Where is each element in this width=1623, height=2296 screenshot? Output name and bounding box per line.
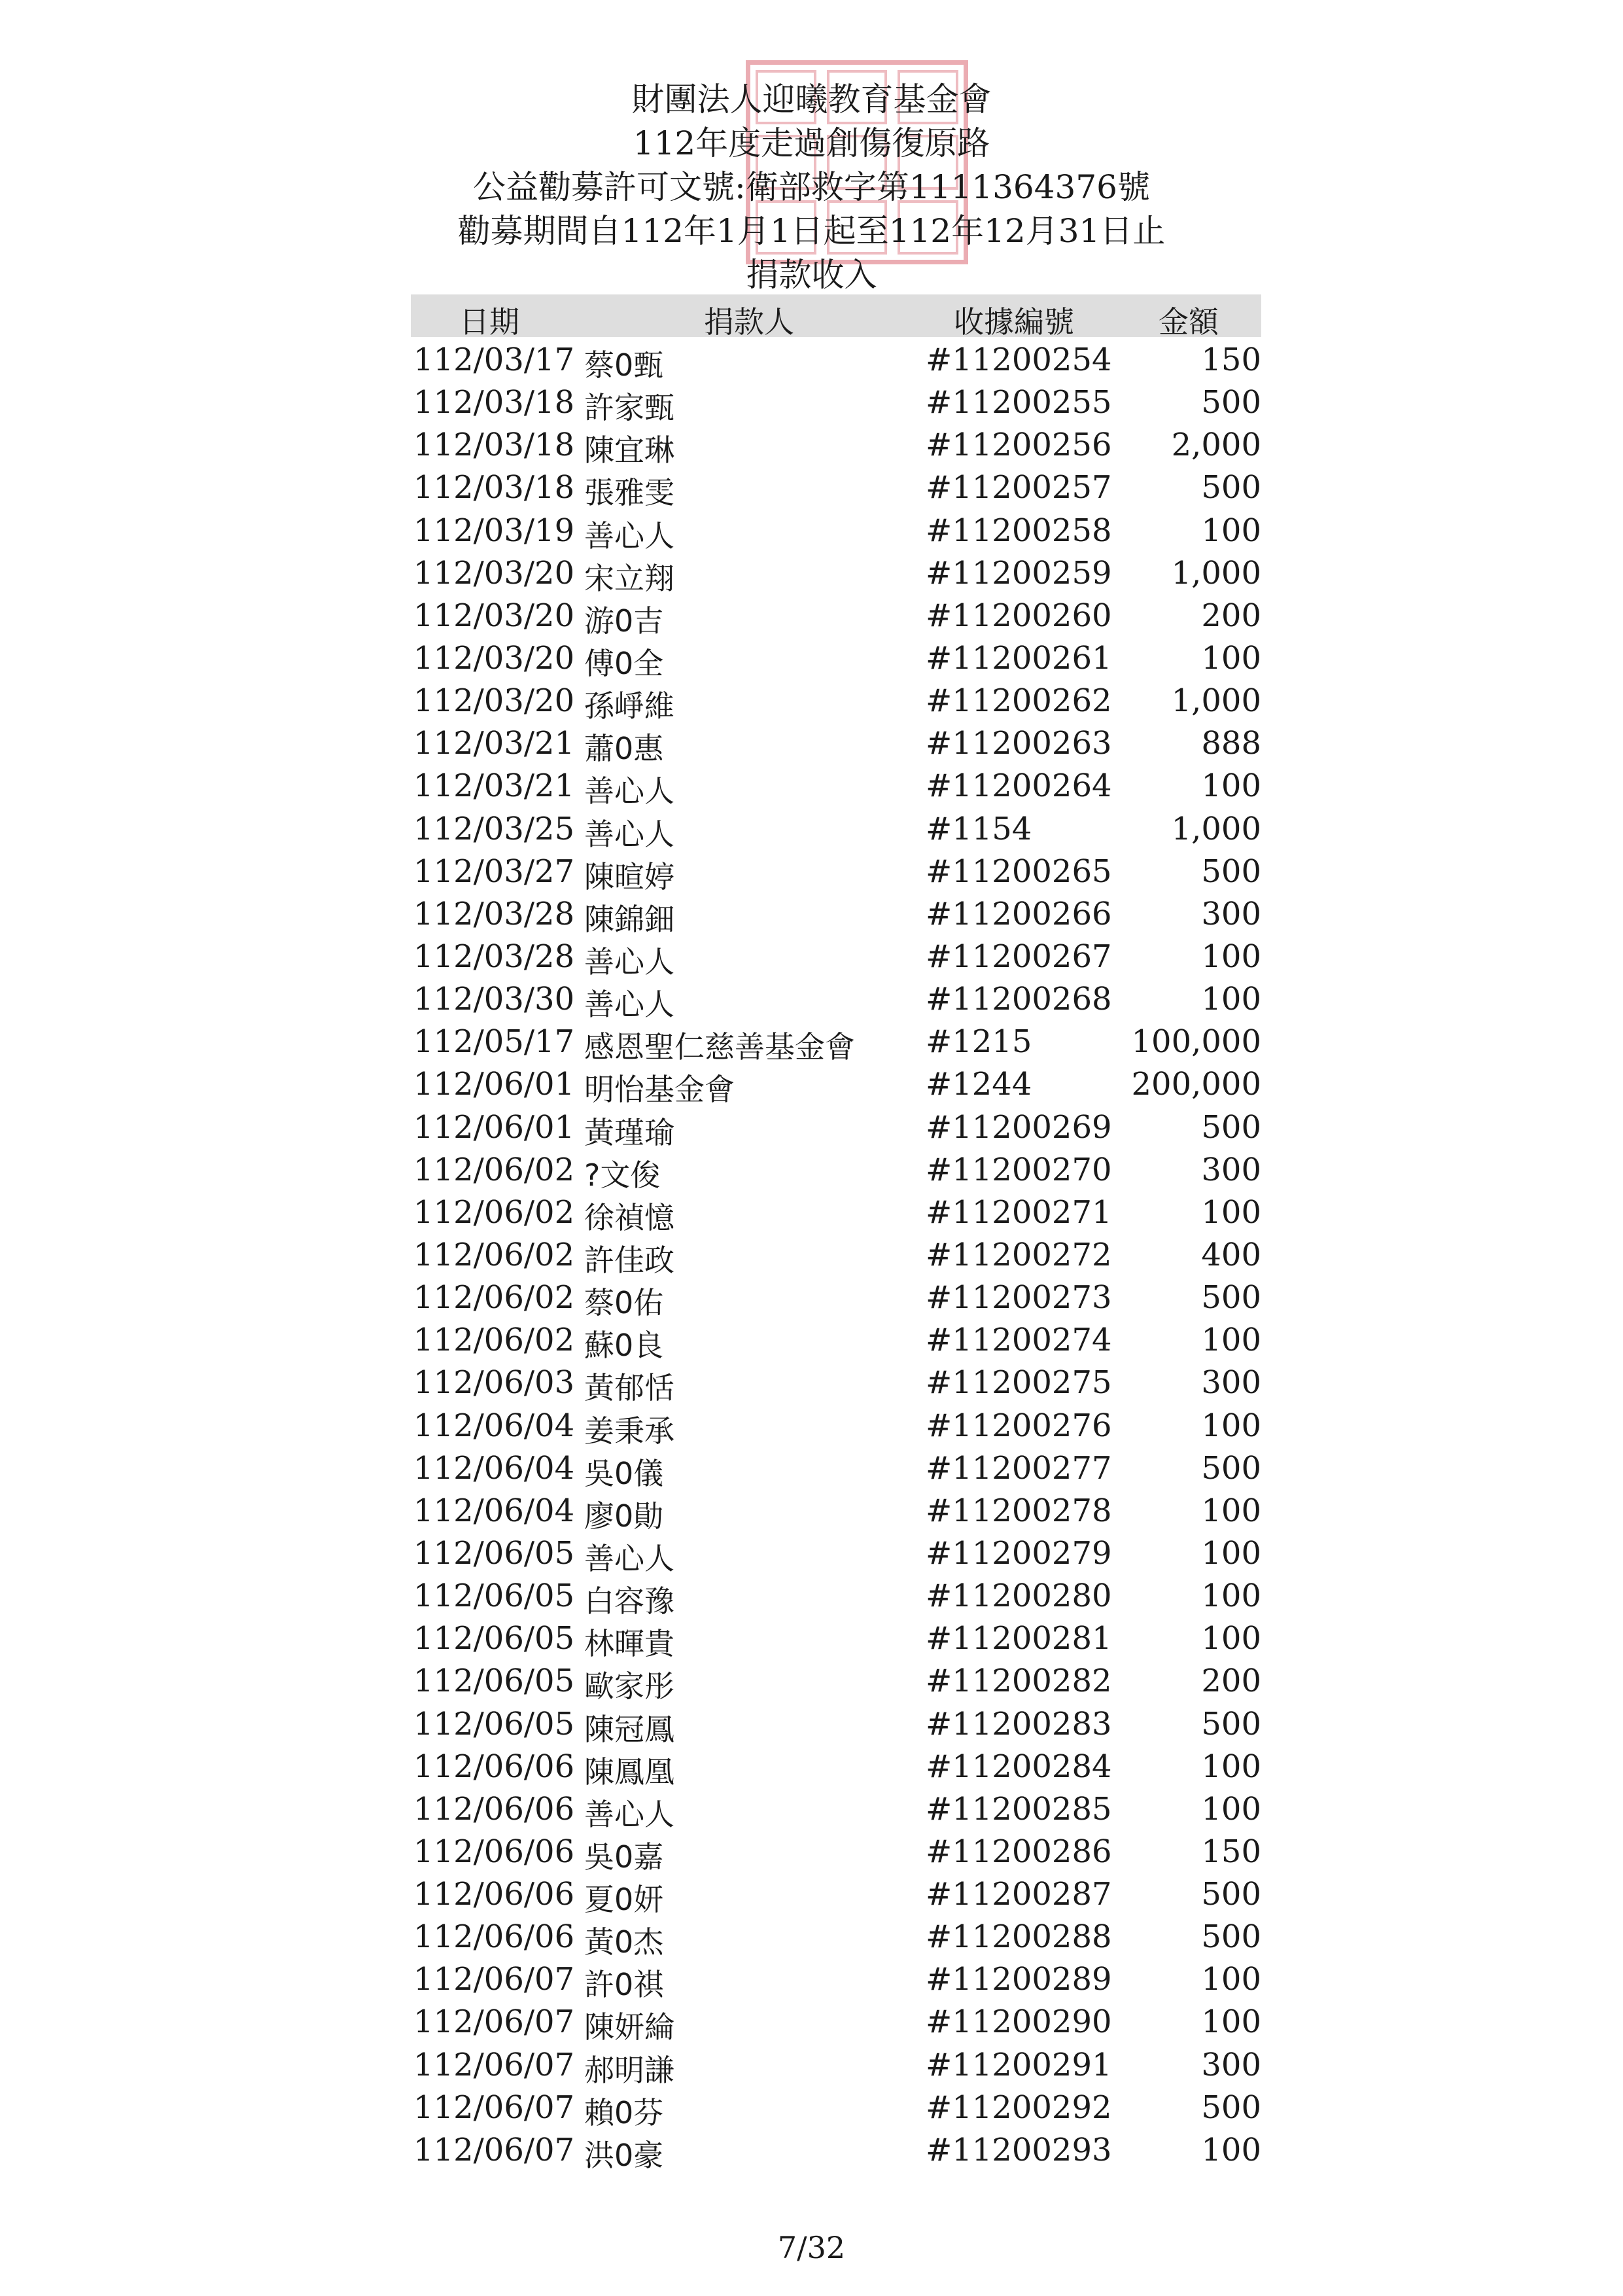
- cell-donor: 陳錦鈿: [584, 901, 674, 937]
- table-row: [0, 1617, 1623, 1660]
- table-row: [0, 1746, 1623, 1788]
- cell-amount: 150: [1201, 1833, 1261, 1870]
- cell-receipt: #11200263: [926, 725, 1112, 762]
- cell-receipt: #1215: [926, 1023, 1032, 1061]
- column-header-receipt: 收據編號: [954, 304, 1074, 340]
- cell-donor: 孫崢維: [584, 688, 674, 724]
- cell-donor: 傅0全: [584, 645, 664, 681]
- cell-date: 112/03/17: [413, 342, 575, 378]
- cell-date: 112/06/05: [413, 1663, 575, 1700]
- cell-date: 112/06/02: [413, 1193, 575, 1231]
- cell-receipt: #11200289: [926, 1961, 1112, 1998]
- cell-donor: 吳0嘉: [584, 1839, 664, 1875]
- table-row: [0, 467, 1623, 509]
- cell-amount: 400: [1201, 1236, 1261, 1273]
- table-row: [0, 1362, 1623, 1404]
- cell-donor: 張雅雯: [584, 475, 674, 511]
- cell-date: 112/05/17: [413, 1023, 575, 1061]
- cell-donor: 蔡0甄: [584, 347, 664, 383]
- cell-amount: 100: [1201, 938, 1261, 975]
- cell-date: 112/06/06: [413, 1876, 575, 1913]
- table-row: [0, 595, 1623, 637]
- table-row: [0, 1660, 1623, 1703]
- cell-donor: 吳0儀: [584, 1455, 664, 1491]
- cell-receipt: #11200286: [926, 1833, 1112, 1870]
- cell-date: 112/06/07: [413, 1961, 575, 1998]
- cell-date: 112/06/07: [413, 2131, 575, 2168]
- cell-donor: 黃瑾瑜: [584, 1114, 674, 1150]
- cell-date: 112/03/20: [413, 554, 575, 592]
- cell-date: 112/06/07: [413, 2046, 575, 2083]
- cell-amount: 500: [1201, 1876, 1261, 1913]
- cell-receipt: #11200266: [926, 895, 1112, 932]
- table-row: [0, 2087, 1623, 2129]
- table-row: [0, 936, 1623, 978]
- cell-date: 112/03/21: [413, 725, 575, 762]
- cell-receipt: #11200265: [926, 853, 1112, 890]
- table-row: [0, 893, 1623, 936]
- cell-date: 112/03/20: [413, 682, 575, 720]
- cell-date: 112/03/20: [413, 597, 575, 634]
- cell-donor: 賴0芬: [584, 2094, 664, 2130]
- cell-receipt: #11200272: [926, 1236, 1112, 1273]
- cell-receipt: #11200291: [926, 2046, 1112, 2083]
- table-row: [0, 1873, 1623, 1916]
- donation-table-body: [0, 339, 1623, 2172]
- cell-receipt: #11200285: [926, 1790, 1112, 1828]
- table-row: [0, 680, 1623, 722]
- cell-amount: 100: [1201, 1193, 1261, 1231]
- cell-receipt: #11200273: [926, 1279, 1112, 1316]
- cell-date: 112/03/20: [413, 639, 575, 677]
- cell-donor: 黃0杰: [584, 1924, 664, 1960]
- table-row: [0, 1958, 1623, 2001]
- cell-donor: 徐禎憶: [584, 1199, 674, 1235]
- table-row: [0, 1149, 1623, 1192]
- cell-donor: ?文俊: [584, 1157, 661, 1193]
- cell-receipt: #1244: [926, 1066, 1032, 1103]
- cell-receipt: #11200267: [926, 938, 1112, 975]
- cell-donor: 林暉貴: [584, 1626, 674, 1662]
- table-row: [0, 1106, 1623, 1149]
- cell-receipt: #11200269: [926, 1108, 1112, 1146]
- cell-receipt: #11200262: [926, 682, 1112, 720]
- cell-donor: 陳冠鳳: [584, 1711, 674, 1747]
- cell-amount: 300: [1201, 1151, 1261, 1188]
- table-row: [0, 1319, 1623, 1362]
- cell-donor: 善心人: [584, 1796, 674, 1832]
- cell-date: 112/06/03: [413, 1364, 575, 1402]
- cell-receipt: #11200279: [926, 1534, 1112, 1572]
- table-row: [0, 1916, 1623, 1958]
- cell-date: 112/06/04: [413, 1407, 575, 1444]
- table-row: [0, 1490, 1623, 1532]
- cell-amount: 200: [1201, 597, 1261, 634]
- cell-date: 112/03/27: [413, 853, 575, 890]
- cell-donor: 陳妍綸: [584, 2009, 674, 2045]
- cell-amount: 100: [1201, 1322, 1261, 1359]
- cell-date: 112/06/06: [413, 1833, 575, 1870]
- page-number: 7/32: [777, 2230, 846, 2265]
- cell-receipt: #11200287: [926, 1876, 1112, 1913]
- section-title: 捐款收入: [746, 256, 877, 294]
- cell-amount: 100: [1201, 981, 1261, 1018]
- cell-amount: 150: [1201, 342, 1261, 378]
- cell-amount: 888: [1201, 725, 1261, 762]
- table-row: [0, 424, 1623, 467]
- cell-date: 112/06/02: [413, 1236, 575, 1273]
- cell-date: 112/06/02: [413, 1322, 575, 1359]
- cell-amount: 100: [1201, 1578, 1261, 1615]
- column-header-donor: 捐款人: [704, 304, 794, 340]
- cell-receipt: #11200290: [926, 2004, 1112, 2041]
- document-header: [0, 79, 1623, 296]
- cell-receipt: #11200281: [926, 1620, 1112, 1657]
- cell-receipt: #1154: [926, 810, 1032, 847]
- cell-donor: 善心人: [584, 944, 674, 980]
- cell-amount: 100: [1201, 1407, 1261, 1444]
- cell-amount: 200,000: [1131, 1066, 1261, 1103]
- cell-date: 112/03/18: [413, 384, 575, 421]
- table-row: [0, 1405, 1623, 1447]
- cell-donor: 明怡基金會: [584, 1072, 735, 1108]
- cell-receipt: #11200264: [926, 768, 1112, 805]
- table-row: [0, 978, 1623, 1021]
- table-row: [0, 1063, 1623, 1106]
- cell-date: 112/06/02: [413, 1279, 575, 1316]
- table-row: [0, 851, 1623, 893]
- cell-date: 112/06/05: [413, 1705, 575, 1742]
- cell-amount: 500: [1201, 2089, 1261, 2126]
- table-row: [0, 1703, 1623, 1746]
- cell-date: 112/06/01: [413, 1108, 575, 1146]
- cell-receipt: #11200288: [926, 1918, 1112, 1956]
- cell-donor: 黃郁恬: [584, 1370, 674, 1406]
- cell-amount: 100: [1201, 512, 1261, 549]
- cell-donor: 善心人: [584, 816, 674, 852]
- cell-receipt: #11200257: [926, 469, 1112, 506]
- cell-donor: 感恩聖仁慈善基金會: [584, 1029, 855, 1065]
- cell-amount: 300: [1201, 2046, 1261, 2083]
- cell-amount: 100: [1201, 1620, 1261, 1657]
- cell-receipt: #11200293: [926, 2131, 1112, 2168]
- cell-donor: 善心人: [584, 773, 674, 809]
- cell-donor: 白容豫: [584, 1583, 674, 1619]
- cell-date: 112/03/28: [413, 938, 575, 975]
- cell-receipt: #11200275: [926, 1364, 1112, 1402]
- cell-donor: 許家甄: [584, 390, 674, 426]
- cell-donor: 夏0妍: [584, 1882, 664, 1918]
- cell-amount: 500: [1201, 1918, 1261, 1956]
- cell-amount: 100: [1201, 1961, 1261, 1998]
- cell-receipt: #11200271: [926, 1193, 1112, 1231]
- cell-date: 112/06/01: [413, 1066, 575, 1103]
- cell-receipt: #11200278: [926, 1492, 1112, 1529]
- cell-date: 112/03/18: [413, 469, 575, 506]
- column-header-date: 日期: [459, 304, 519, 340]
- cell-amount: 500: [1201, 469, 1261, 506]
- cell-date: 112/06/07: [413, 2004, 575, 2041]
- foundation-name: 財團法人迎曦教育基金會: [631, 80, 992, 118]
- table-row: [0, 808, 1623, 851]
- cell-receipt: #11200280: [926, 1578, 1112, 1615]
- fundraising-period: 勸募期間自112年1月1日起至112年12月31日止: [457, 212, 1166, 250]
- cell-date: 112/03/28: [413, 895, 575, 932]
- cell-receipt: #11200292: [926, 2089, 1112, 2126]
- cell-amount: 100: [1201, 2004, 1261, 2041]
- permit-number: 公益勸募許可文號:衛部救字第1111364376號: [473, 168, 1150, 206]
- table-row: [0, 1788, 1623, 1831]
- cell-donor: 善心人: [584, 1540, 674, 1576]
- cell-receipt: #11200254: [926, 342, 1112, 378]
- cell-amount: 100,000: [1131, 1023, 1261, 1061]
- cell-date: 112/03/21: [413, 768, 575, 805]
- cell-receipt: #11200283: [926, 1705, 1112, 1742]
- cell-amount: 1,000: [1171, 810, 1261, 847]
- cell-donor: 陳鳳凰: [584, 1754, 674, 1790]
- cell-amount: 100: [1201, 1492, 1261, 1529]
- cell-receipt: #11200270: [926, 1151, 1112, 1188]
- cell-receipt: #11200258: [926, 512, 1112, 549]
- cell-donor: 姜秉承: [584, 1413, 674, 1449]
- cell-receipt: #11200255: [926, 384, 1112, 421]
- cell-donor: 宋立翔: [584, 560, 674, 596]
- cell-date: 112/06/04: [413, 1449, 575, 1487]
- table-row: [0, 381, 1623, 424]
- cell-amount: 500: [1201, 1449, 1261, 1487]
- cell-amount: 500: [1201, 853, 1261, 890]
- table-header: [411, 294, 1261, 340]
- campaign-name: 112年度走過創傷復原路: [633, 124, 990, 162]
- cell-receipt: #11200259: [926, 554, 1112, 592]
- table-row: [0, 2044, 1623, 2087]
- cell-donor: 許佳政: [584, 1242, 674, 1278]
- cell-donor: 蔡0佑: [584, 1285, 664, 1321]
- table-row: [0, 722, 1623, 765]
- cell-date: 112/03/30: [413, 981, 575, 1018]
- cell-amount: 100: [1201, 2131, 1261, 2168]
- cell-amount: 200: [1201, 1663, 1261, 1700]
- table-row: [0, 1447, 1623, 1490]
- table-row: [0, 2129, 1623, 2172]
- cell-donor: 洪0豪: [584, 2137, 664, 2173]
- cell-receipt: #11200256: [926, 427, 1112, 464]
- cell-receipt: #11200284: [926, 1748, 1112, 1785]
- table-row: [0, 2001, 1623, 2043]
- cell-amount: 100: [1201, 1748, 1261, 1785]
- cell-amount: 500: [1201, 1279, 1261, 1316]
- cell-amount: 2,000: [1171, 427, 1261, 464]
- table-row: [0, 1532, 1623, 1575]
- table-row: [0, 1575, 1623, 1617]
- cell-date: 112/06/07: [413, 2089, 575, 2126]
- cell-receipt: #11200282: [926, 1663, 1112, 1700]
- cell-donor: 許0祺: [584, 1967, 664, 2003]
- cell-amount: 100: [1201, 768, 1261, 805]
- cell-donor: 陳宜琳: [584, 433, 674, 468]
- cell-amount: 300: [1201, 1364, 1261, 1402]
- cell-date: 112/03/18: [413, 427, 575, 464]
- cell-amount: 500: [1201, 1705, 1261, 1742]
- table-row: [0, 637, 1623, 680]
- table-row: [0, 1234, 1623, 1277]
- cell-donor: 善心人: [584, 987, 674, 1023]
- table-row: [0, 1192, 1623, 1234]
- cell-amount: 100: [1201, 1790, 1261, 1828]
- cell-date: 112/06/06: [413, 1918, 575, 1956]
- cell-receipt: #11200268: [926, 981, 1112, 1018]
- cell-donor: 游0吉: [584, 603, 664, 639]
- cell-donor: 陳暄婷: [584, 858, 674, 894]
- cell-donor: 郝明謙: [584, 2052, 674, 2088]
- table-row: [0, 1831, 1623, 1873]
- cell-date: 112/06/05: [413, 1578, 575, 1615]
- cell-date: 112/06/05: [413, 1620, 575, 1657]
- table-row: [0, 339, 1623, 381]
- cell-donor: 歐家彤: [584, 1669, 674, 1704]
- table-row: [0, 1277, 1623, 1319]
- cell-receipt: #11200277: [926, 1449, 1112, 1487]
- cell-amount: 500: [1201, 384, 1261, 421]
- table-row: [0, 765, 1623, 807]
- cell-amount: 500: [1201, 1108, 1261, 1146]
- cell-amount: 1,000: [1171, 554, 1261, 592]
- cell-amount: 100: [1201, 639, 1261, 677]
- cell-date: 112/03/25: [413, 810, 575, 847]
- cell-donor: 蘇0良: [584, 1328, 664, 1364]
- table-row: [0, 510, 1623, 552]
- column-header-amount: 金額: [1159, 304, 1219, 340]
- cell-donor: 廖0勛: [584, 1498, 664, 1534]
- cell-date: 112/06/05: [413, 1534, 575, 1572]
- cell-date: 112/06/04: [413, 1492, 575, 1529]
- cell-date: 112/06/06: [413, 1790, 575, 1828]
- cell-donor: 蕭0惠: [584, 731, 664, 767]
- cell-amount: 1,000: [1171, 682, 1261, 720]
- table-row: [0, 552, 1623, 595]
- cell-amount: 300: [1201, 895, 1261, 932]
- cell-date: 112/06/06: [413, 1748, 575, 1785]
- cell-receipt: #11200260: [926, 597, 1112, 634]
- cell-donor: 善心人: [584, 518, 674, 554]
- cell-date: 112/06/02: [413, 1151, 575, 1188]
- cell-receipt: #11200276: [926, 1407, 1112, 1444]
- table-row: [0, 1021, 1623, 1063]
- cell-receipt: #11200274: [926, 1322, 1112, 1359]
- cell-receipt: #11200261: [926, 639, 1112, 677]
- cell-date: 112/03/19: [413, 512, 575, 549]
- cell-amount: 100: [1201, 1534, 1261, 1572]
